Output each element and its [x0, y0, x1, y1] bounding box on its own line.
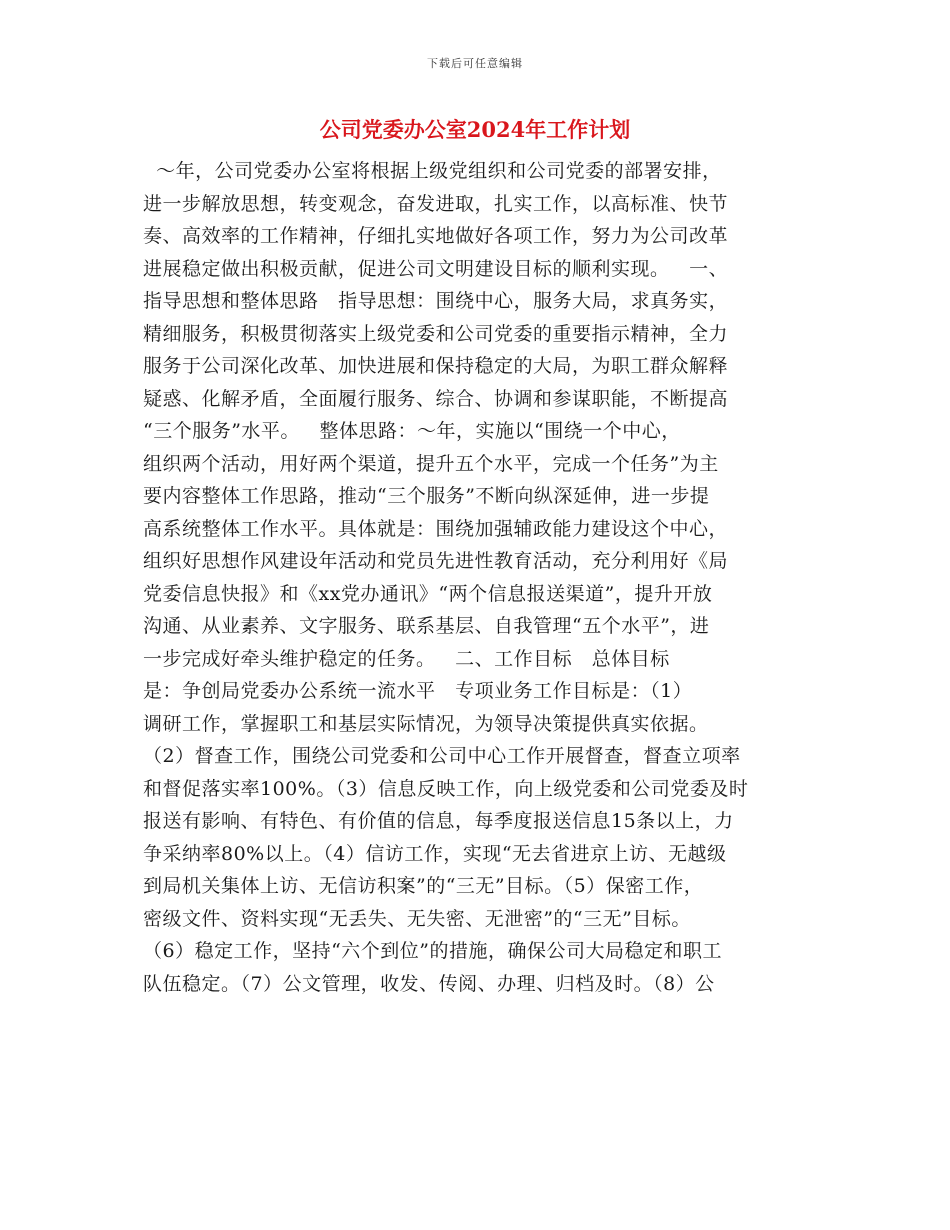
- body-line: 高系统整体工作水平。具体就是：围绕加强辅政能力建设这个中心，: [143, 517, 729, 540]
- body-line: 密级文件、资料实现“无丢失、无失密、无泄密”的“三无”目标。: [143, 907, 691, 930]
- body-line: 组织两个活动，用好两个渠道，提升五个水平，完成一个任务”为主: [143, 452, 719, 475]
- document-body: [143, 155, 823, 1000]
- body-line: “三个服务”水平。 整体思路：～年，实施以“围绕一个中心，: [143, 420, 681, 442]
- body-line: 争采纳率80%以上。（4）信访工作，实现“无去省进京上访、无越级: [143, 842, 727, 865]
- body-line: 进一步解放思想，转变观念，奋发进取，扎实工作，以高标准、快节: [143, 192, 729, 215]
- document-title: 公司党委办公室2024年工作计划: [319, 117, 631, 142]
- body-line: 是：争创局党委办公系统一流水平 专项业务工作目标是：（1）: [143, 680, 693, 702]
- body-line: 一步完成好牵头维护稳定的任务。 二、工作目标 总体目标: [143, 647, 670, 670]
- body-line: 精细服务，积极贯彻落实上级党委和公司党委的重要指示精神，全力: [143, 322, 729, 345]
- body-line: ～年，公司党委办公室将根据上级党组织和公司党委的部署安排，: [143, 160, 722, 182]
- body-line: 要内容整体工作思路，推动“三个服务”不断向纵深延伸，进一步提: [143, 485, 710, 507]
- body-line: 进展稳定做出积极贡献，促进公司文明建设目标的顺利实现。 一、: [143, 257, 729, 280]
- body-line: 奏、高效率的工作精神，仔细扎实地做好各项工作，努力为公司改革: [143, 225, 729, 247]
- body-line: 调研工作，掌握职工和基层实际情况，为领导决策提供真实依据。: [143, 712, 709, 735]
- body-line: 报送有影响、有特色、有价值的信息，每季度报送信息15条以上，力: [143, 810, 734, 832]
- body-line: 到局机关集体上访、无信访积案”的“三无”目标。（5）保密工作，: [143, 875, 704, 897]
- body-line: 沟通、从业素养、文字服务、联系基层、自我管理“五个水平”，进: [143, 615, 710, 637]
- body-line: 疑惑、化解矛盾，全面履行服务、综合、协调和参谋职能，不断提高: [143, 387, 729, 410]
- body-line: （6）稳定工作，坚持“六个到位”的措施，确保公司大局稳定和职工: [143, 940, 723, 962]
- body-line: （2）督查工作，围绕公司党委和公司中心工作开展督查，督查立项率: [143, 745, 741, 767]
- body-line: 队伍稳定。（7）公文管理，收发、传阅、办理、归档及时。（8）公: [143, 972, 715, 995]
- body-line: 组织好思想作风建设年活动和党员先进性教育活动，充分利用好《局: [143, 550, 729, 572]
- body-line: 和督促落实率100%。（3）信息反映工作，向上级党委和公司党委及时: [143, 777, 749, 800]
- body-line: 指导思想和整体思路 指导思想：围绕中心，服务大局，求真务实，: [143, 290, 729, 312]
- header-note: 下载后可任意编辑: [427, 57, 523, 70]
- body-line: 服务于公司深化改革、加快进展和保持稳定的大局，为职工群众解释: [143, 355, 729, 377]
- body-line: 党委信息快报》和《xx党办通讯》“两个信息报送渠道”，提升开放: [143, 582, 713, 605]
